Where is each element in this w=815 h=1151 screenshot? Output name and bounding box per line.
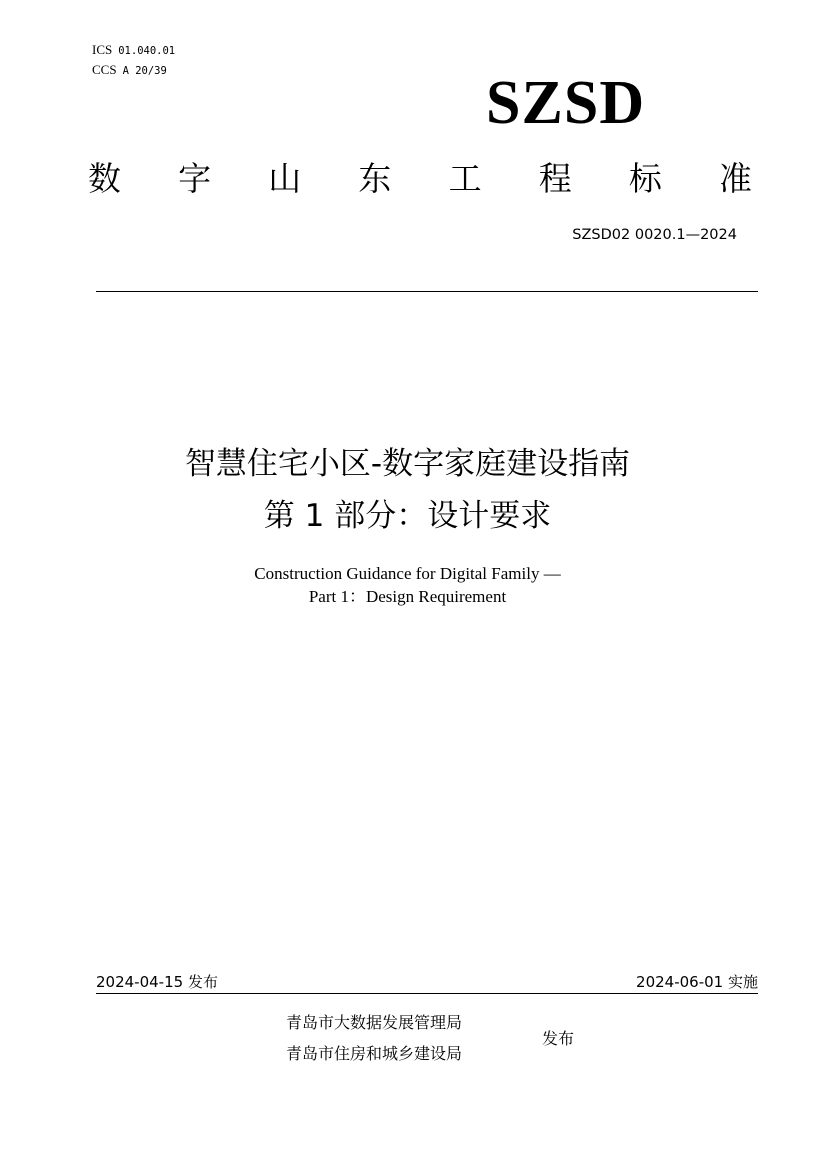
- szsd-logo: SZSD: [486, 69, 646, 137]
- ics-line: [92, 43, 175, 58]
- ics-code: 01.040.01: [118, 45, 176, 57]
- header-divider: [96, 291, 758, 292]
- ccs-label: CCS: [92, 62, 117, 77]
- standard-type-char: 山: [268, 159, 302, 198]
- standard-type-char: 准: [718, 159, 752, 198]
- published-label: 发布: [542, 1029, 575, 1048]
- issue-date: 2024-04-15 发布: [96, 973, 218, 991]
- ccs-code: A 20/39: [122, 65, 167, 77]
- standard-type-char: 东: [358, 159, 392, 198]
- implementation-date: 2024-06-01 实施: [636, 973, 758, 991]
- title-cn-line-1: 智慧住宅小区-数字家庭建设指南: [184, 446, 631, 482]
- title-cn-line-2: 第 1 部分：设计要求: [263, 498, 552, 534]
- standard-type-name: [88, 157, 752, 201]
- standard-type-char: 数: [88, 159, 121, 198]
- issuer-2: 青岛市住房和城乡建设局: [286, 1044, 463, 1063]
- ccs-line: [92, 63, 167, 78]
- ics-label: ICS: [92, 42, 113, 57]
- title-en-line-1: Construction Guidance for Digital Family —: [254, 564, 561, 583]
- title-en-line-2: Part 1：Design Requirement: [308, 587, 507, 606]
- standard-type-char: 程: [538, 159, 572, 198]
- standard-type-char: 字: [178, 159, 212, 198]
- standard-type-char: 工: [448, 159, 482, 198]
- issuer-1: 青岛市大数据发展管理局: [286, 1013, 463, 1032]
- footer-divider: [96, 993, 758, 994]
- standard-type-char: 标: [628, 159, 662, 198]
- standard-number: SZSD02 0020.1—2024: [572, 227, 737, 243]
